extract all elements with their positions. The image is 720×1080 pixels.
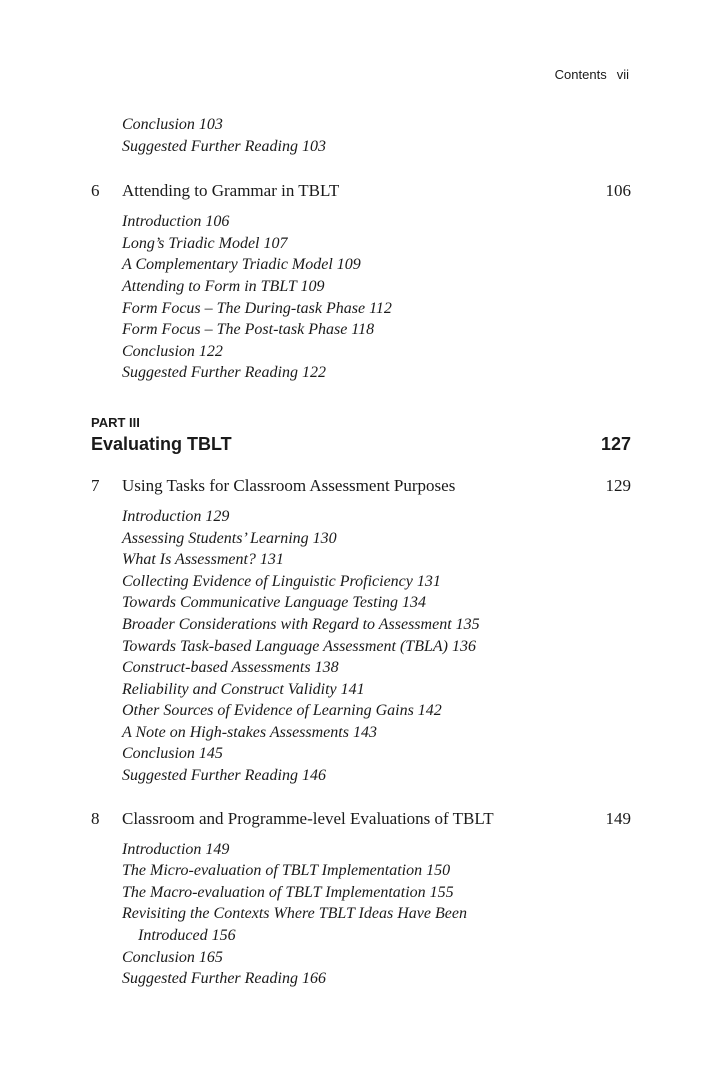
toc-entry: Collecting Evidence of Linguistic Proficiency 131 xyxy=(122,572,441,590)
toc-entry: Form Focus – The Post-task Phase 118 xyxy=(122,321,375,339)
toc-entry: Towards Communicative Language Testing 134 xyxy=(122,594,427,612)
running-head xyxy=(555,67,629,82)
toc-entry: Suggested Further Reading 122 xyxy=(122,364,326,382)
toc-entry: Other Sources of Evidence of Learning Gains 142 xyxy=(122,702,442,720)
toc-entry: Suggested Further Reading 166 xyxy=(122,970,326,988)
chapter-number: 7 xyxy=(91,475,100,495)
toc-entry: A Note on High-stakes Assessments 143 xyxy=(122,723,377,741)
chapter-6-heading xyxy=(91,180,631,202)
chapter-page: 149 xyxy=(605,808,631,828)
chapter-page: 106 xyxy=(605,181,631,201)
toc-entry: Suggested Further Reading 146 xyxy=(122,767,326,785)
toc-entry: Conclusion 103 xyxy=(122,116,223,133)
toc-entry: Conclusion 145 xyxy=(122,745,223,763)
chapter-8-heading xyxy=(91,808,631,830)
chapter-7-heading xyxy=(91,475,631,497)
chapter-7-entries xyxy=(91,506,631,787)
chapter-number: 8 xyxy=(91,808,100,828)
chapter-title: Classroom and Programme-level Evaluations of TBLT xyxy=(122,808,494,828)
toc-entry: Attending to Form in TBLT 109 xyxy=(122,277,325,295)
toc-entry: A Complementary Triadic Model 109 xyxy=(122,256,361,274)
toc-entry: The Macro-evaluation of TBLT Implementation 155 xyxy=(122,883,454,901)
toc-entry: Long’s Triadic Model 107 xyxy=(122,234,288,252)
toc-entry: Suggested Further Reading 103 xyxy=(122,137,326,155)
toc-entry: Broader Considerations with Regard to Assessment 135 xyxy=(122,615,480,633)
toc-entry: What Is Assessment? 131 xyxy=(122,551,284,569)
toc-entry: Revisiting the Contexts Where TBLT Ideas Have Been xyxy=(122,905,467,923)
toc-entry: Conclusion 165 xyxy=(122,948,223,966)
part-page: 127 xyxy=(600,433,631,454)
chapter-title: Using Tasks for Classroom Assessment Purposes xyxy=(122,475,456,495)
chapter-page: 129 xyxy=(605,475,631,495)
chapter-number: 6 xyxy=(91,181,100,201)
toc-entry: The Micro-evaluation of TBLT Implementation 150 xyxy=(122,862,451,880)
chapter-8-entries xyxy=(91,839,631,990)
running-head-label: Contents xyxy=(554,67,607,82)
toc-entry: Construct-based Assessments 138 xyxy=(122,659,339,677)
toc-entry: Reliability and Construct Validity 141 xyxy=(122,680,365,698)
toc-top-entries xyxy=(91,114,631,157)
chapter-title: Attending to Grammar in TBLT xyxy=(122,181,340,201)
running-head-page: vii xyxy=(616,67,629,82)
toc-entry: Introduction 106 xyxy=(122,213,230,231)
part-title: Evaluating TBLT xyxy=(91,433,232,454)
toc-entry: Towards Task-based Language Assessment (TBLA) 136 xyxy=(122,637,476,655)
toc-entry: Conclusion 122 xyxy=(122,342,223,360)
table-of-contents xyxy=(91,114,631,990)
toc-entry: Form Focus – The During-task Phase 112 xyxy=(122,299,392,317)
part-heading xyxy=(91,432,631,456)
part-label: PART III xyxy=(91,414,140,430)
toc-entry-continuation: Introduced 156 xyxy=(138,927,236,945)
chapter-6-entries xyxy=(91,211,631,384)
toc-entry: Introduction 129 xyxy=(122,507,230,525)
toc-entry: Assessing Students’ Learning 130 xyxy=(122,529,337,547)
toc-entry: Introduction 149 xyxy=(122,840,230,858)
